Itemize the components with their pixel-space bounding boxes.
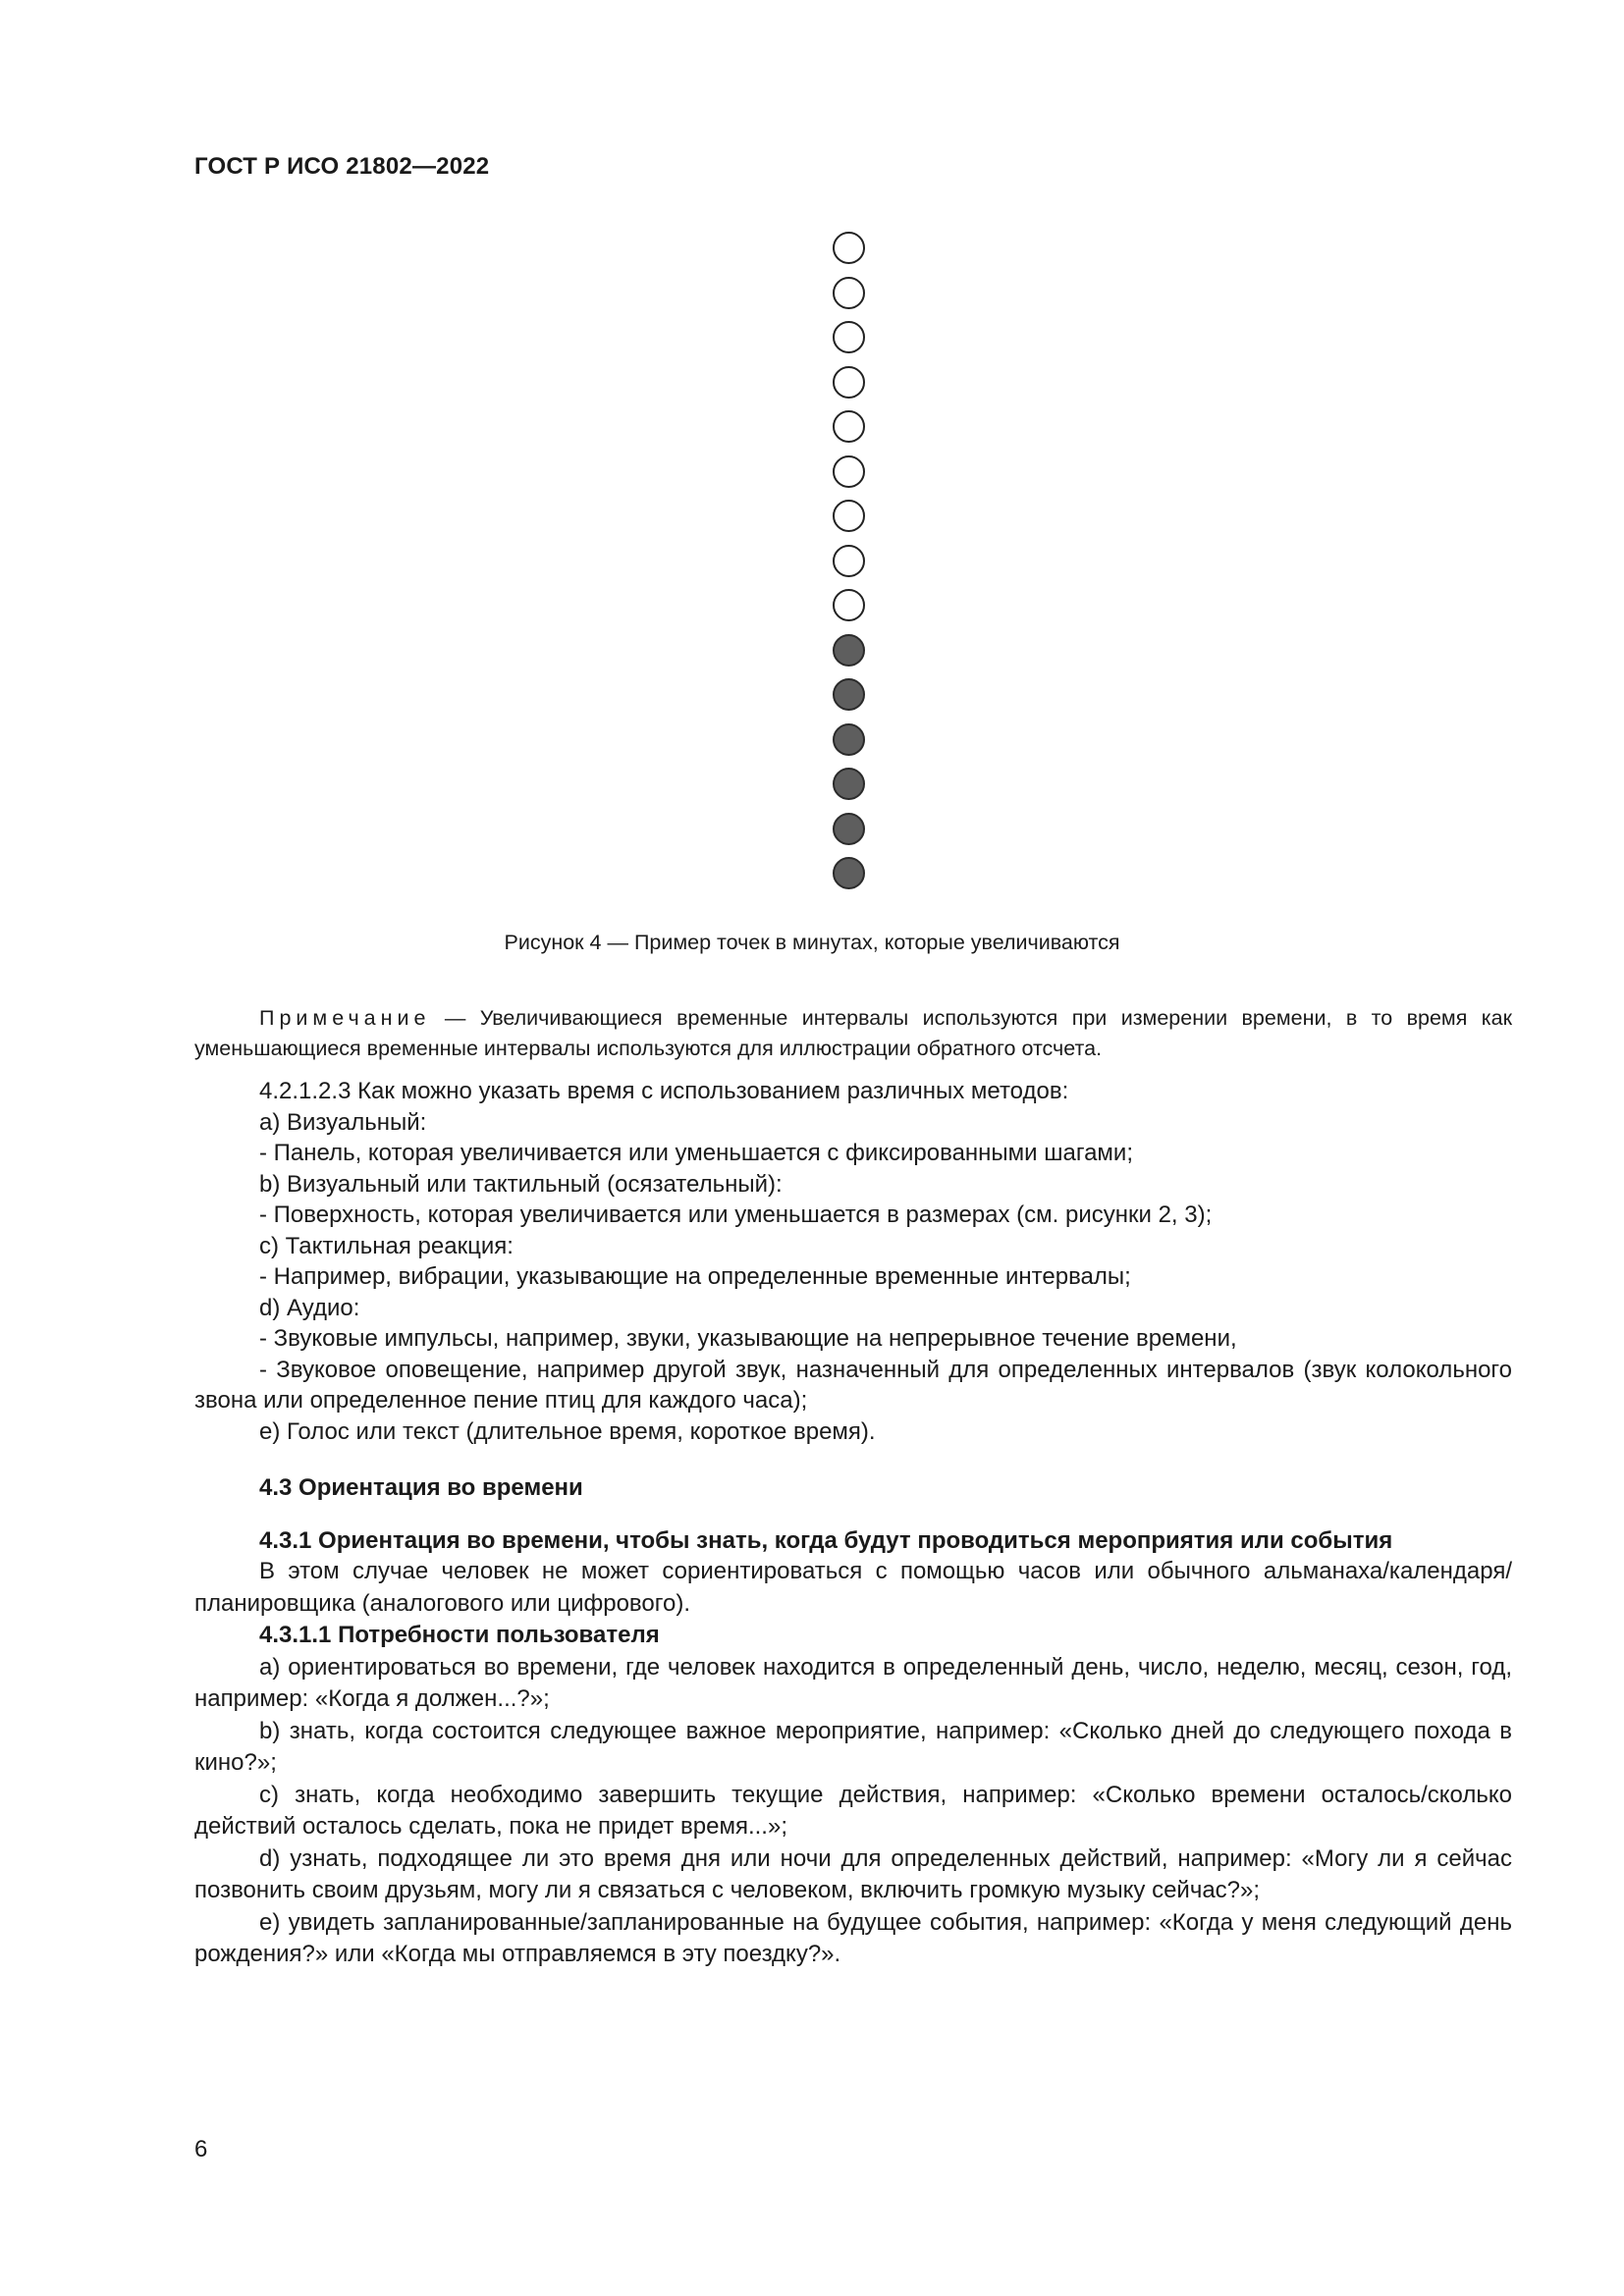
method-d-item-2: - Звуковое оповещение, например другой звук, назначенный для определенных интервалов (звук колокольного звона или определенное пение птиц для каждого часа); [194, 1356, 1512, 1414]
document-body [194, 1003, 1512, 1971]
empty-minute-dot [833, 232, 865, 264]
empty-minute-dot [833, 410, 865, 443]
method-d-item-1: - Звуковые импульсы, например, звуки, указывающие на непрерывное течение времени, [259, 1325, 1237, 1352]
method-e: e) Голос или текст (длительное время, короткое время). [259, 1417, 876, 1445]
empty-minute-dot [833, 545, 865, 577]
note-paragraph [194, 1003, 1512, 1064]
note-text: — Увеличивающиеся временные интервалы используются при измерении времени, в то время как уменьшающиеся временные интервалы используются для иллюстрации обратного отсчета. [194, 1006, 1512, 1060]
section-4-3-heading: 4.3 Ориентация во времени [259, 1474, 583, 1501]
filled-minute-dot [833, 813, 865, 845]
empty-minute-dot [833, 589, 865, 621]
filled-minute-dot [833, 723, 865, 756]
filled-minute-dot [833, 678, 865, 711]
filled-minute-dot [833, 857, 865, 889]
document-code-header: ГОСТ Р ИСО 21802—2022 [194, 153, 490, 180]
empty-minute-dot [833, 277, 865, 309]
method-a-item: - Панель, которая увеличивается или уменьшается с фиксированными шагами; [259, 1140, 1134, 1166]
figure-4-caption: Рисунок 4 — Пример точек в минутах, которые увеличиваются [504, 931, 1120, 954]
clause-4-2-1-2-3 [194, 1076, 1512, 1447]
user-need-a: a) ориентироваться во времени, где человек находится в определенный день, число, неделю, месяц, сезон, год, например: «Когда я должен...?»; [194, 1653, 1512, 1712]
user-need-d: d) узнать, подходящее ли это время дня или ночи для определенных действий, например: «Могу ли я сейчас позвонить своим друзьям, могу ли я связаться с человеком, включить громкую музыку сейчас?»; [194, 1844, 1512, 1903]
user-need-e: e) увидеть запланированные/запланированные на будущее события, например: «Когда у меня следующий день рождения?» или «Когда мы отправляемся в эту поездку?». [194, 1908, 1512, 1967]
section-4-3-1-heading: 4.3.1 Ориентация во времени, чтобы знать, когда будут проводиться мероприятия или события [259, 1526, 1393, 1554]
method-b: b) Визуальный или тактильный (осязательный): [259, 1170, 783, 1198]
clause-intro: 4.2.1.2.3 Как можно указать время с использованием различных методов: [259, 1078, 1069, 1104]
method-c: c) Тактильная реакция: [259, 1232, 514, 1259]
user-need-c: c) знать, когда необходимо завершить текущие действия, например: «Сколько времени осталось/сколько действий осталось сделать, пока не придет время...»; [194, 1781, 1512, 1840]
empty-minute-dot [833, 500, 865, 532]
method-b-item: - Поверхность, которая увеличивается или уменьшается в размерах (см. рисунки 2, 3); [259, 1201, 1213, 1228]
section-4-3-1-1-heading: 4.3.1.1 Потребности пользователя [259, 1622, 660, 1648]
method-d: d) Аудио: [259, 1294, 360, 1321]
note-label: Примечание [259, 1006, 431, 1030]
filled-minute-dot [833, 634, 865, 667]
user-need-b: b) знать, когда состоится следующее важное мероприятие, например: «Сколько дней до следующего похода в кино?»; [194, 1717, 1512, 1776]
empty-minute-dot [833, 366, 865, 399]
filled-minute-dot [833, 768, 865, 800]
empty-minute-dot [833, 455, 865, 488]
method-a: a) Визуальный: [259, 1108, 427, 1136]
section-4-3-1-text: В этом случае человек не может сориентироваться с помощью часов или обычного альманаха/календаря/планировщика (аналогового или цифрового). [194, 1558, 1512, 1617]
figure-4-dots-column [833, 232, 872, 902]
empty-minute-dot [833, 321, 865, 353]
method-c-item: - Например, вибрации, указывающие на определенные временные интервалы; [259, 1263, 1131, 1290]
page-number: 6 [194, 2136, 208, 2163]
